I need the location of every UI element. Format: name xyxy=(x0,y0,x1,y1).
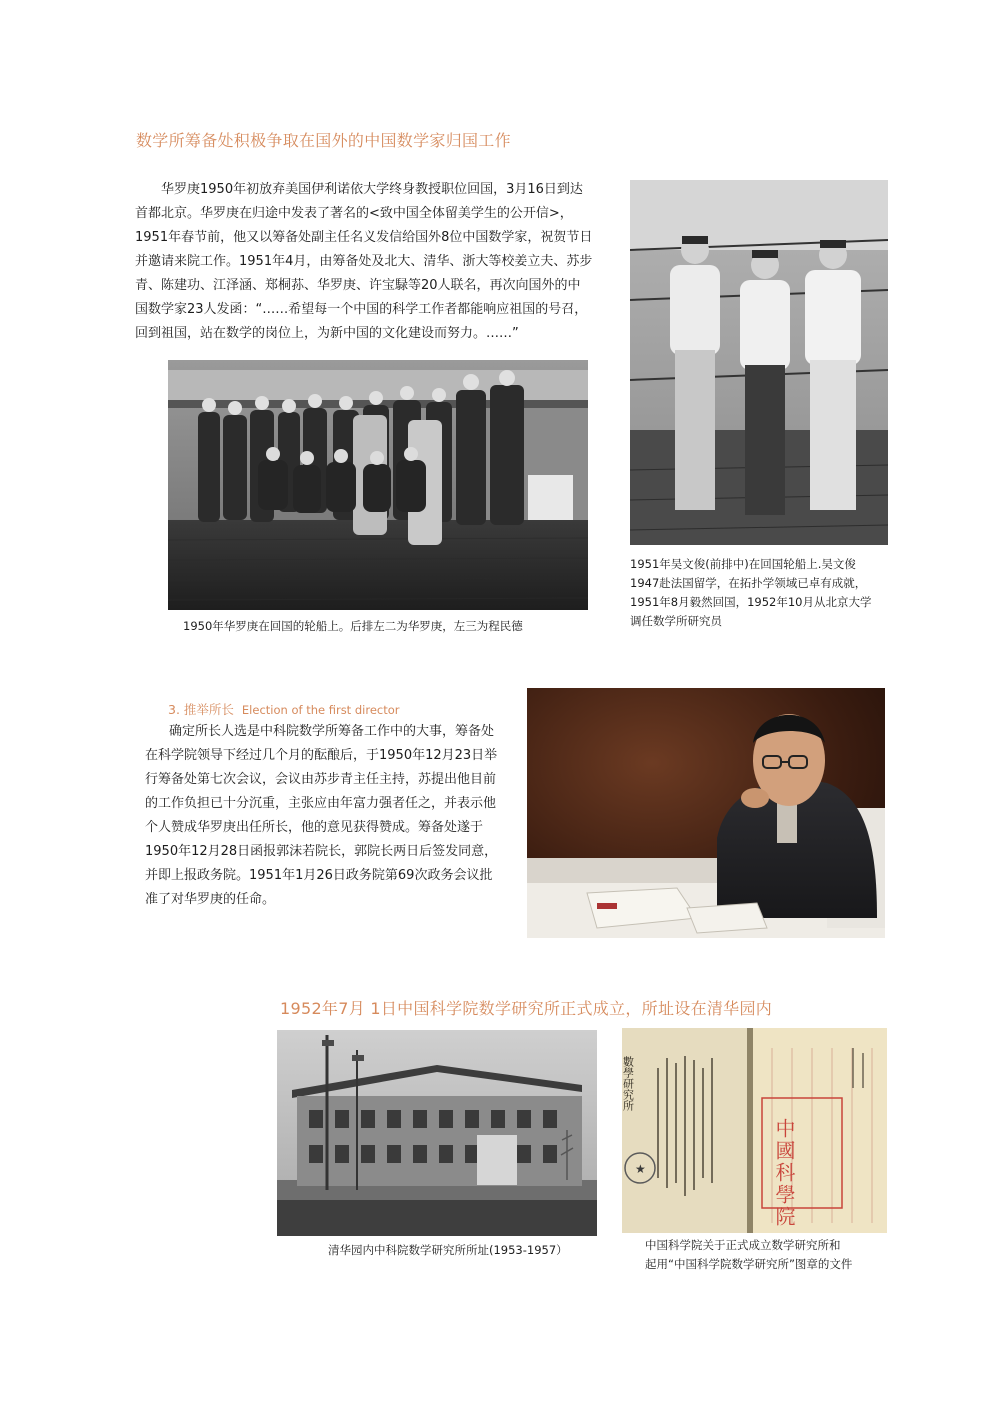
photo-deck-caption xyxy=(630,555,871,631)
paragraph-line: 在科学院领导下经过几个月的酝酿后，于1950年12月23日举 xyxy=(145,748,498,763)
photo-ship-caption: 1950年华罗庚在回国的轮船上。后排左二为华罗庚，左三为程民德 xyxy=(183,619,523,633)
paragraph-line: 华罗庚1950年初放弃美国伊利诺依大学终身教授职位回国，3月16日到达 xyxy=(161,182,583,197)
photo-institute-building xyxy=(277,1030,597,1236)
caption-line: 起用“中国科学院数学研究所”图章的文件 xyxy=(645,1257,853,1271)
section2-subheading xyxy=(168,700,400,718)
photo-wu-wenjun-deck xyxy=(630,180,888,545)
building-caption: 清华园内中科院数学研究所所址(1953-1957） xyxy=(328,1243,568,1257)
photo-hua-luogeng-portrait xyxy=(527,688,885,938)
photo-founding-documents xyxy=(622,1028,887,1233)
paragraph-line: 青、陈建功、江泽涵、郑桐荪、华罗庚、许宝騄等20人联名，再次向国外的中 xyxy=(135,278,581,293)
paragraph-line: 准了对华罗庚的任命。 xyxy=(145,892,276,907)
paragraph-line: 1950年12月28日函报郭沫若院长，郭院长两日后签发同意， xyxy=(145,844,498,859)
paragraph-line: 确定所长人选是中科院数学所筹备工作中的大事，筹备处 xyxy=(169,724,495,739)
caption-line: 中国科学院关于正式成立数学研究所和 xyxy=(645,1238,841,1252)
paragraph-line: 的工作负担已十分沉重，主张应由年富力强者任之，并表示他 xyxy=(145,796,497,811)
paragraph-line: 国数学家23人发函：“……希望每一个中国的科学工作者都能响应祖国的号召， xyxy=(135,302,588,317)
paragraph-line: 回到祖国，站在数学的岗位上，为新中国的文化建设而努力。……” xyxy=(135,326,519,341)
documents-caption xyxy=(645,1236,852,1274)
paragraph-line: 行筹备处第七次会议，会议由苏步青主任主持，苏提出他目前 xyxy=(145,772,497,787)
photo-hua-luogeng-ship xyxy=(168,360,588,610)
caption-line: 1951年吴文俊(前排中)在回国轮船上.吴文俊 xyxy=(630,557,856,571)
document-header-text: 數學研究所 xyxy=(622,1056,635,1111)
paragraph-line: 个人赞成华罗庚出任所长，他的意见获得赞成。筹备处遂于 xyxy=(145,820,484,835)
section1-heading: 数学所筹备处积极争取在国外的中国数学家归国工作 xyxy=(136,131,511,150)
svg-text:★: ★ xyxy=(635,1162,646,1176)
caption-line: 调任数学所研究员 xyxy=(630,614,722,628)
section3-heading: 1952年7月 1日中国科学院数学研究所正式成立，所址设在清华园内 xyxy=(280,999,773,1018)
paragraph-line: 1951年春节前，他又以筹备处副主任名义发信给国外8位中国数学家，祝贺节日 xyxy=(135,230,593,245)
section2-paragraph xyxy=(145,720,515,912)
paragraph-line: 并邀请来院工作。1951年4月，由筹备处及北大、清华、浙大等校姜立夫、苏步 xyxy=(135,254,593,269)
section1-paragraph xyxy=(135,178,615,346)
document-stamp-text: 中國科學院 xyxy=(772,1118,796,1228)
caption-line: 1951年8月毅然回国，1952年10月从北京大学 xyxy=(630,595,872,609)
caption-line: 1947赴法国留学，在拓扑学领域已卓有成就， xyxy=(630,576,867,590)
paragraph-line: 首都北京。华罗庚在归途中发表了著名的<致中国全体留美学生的公开信>， xyxy=(135,206,573,221)
paragraph-line: 并即上报政务院。1951年1月26日政务院第69次政务会议批 xyxy=(145,868,493,883)
section2-number: 3. 推举所长 xyxy=(168,702,234,717)
section2-english: Election of the first director xyxy=(241,703,400,717)
